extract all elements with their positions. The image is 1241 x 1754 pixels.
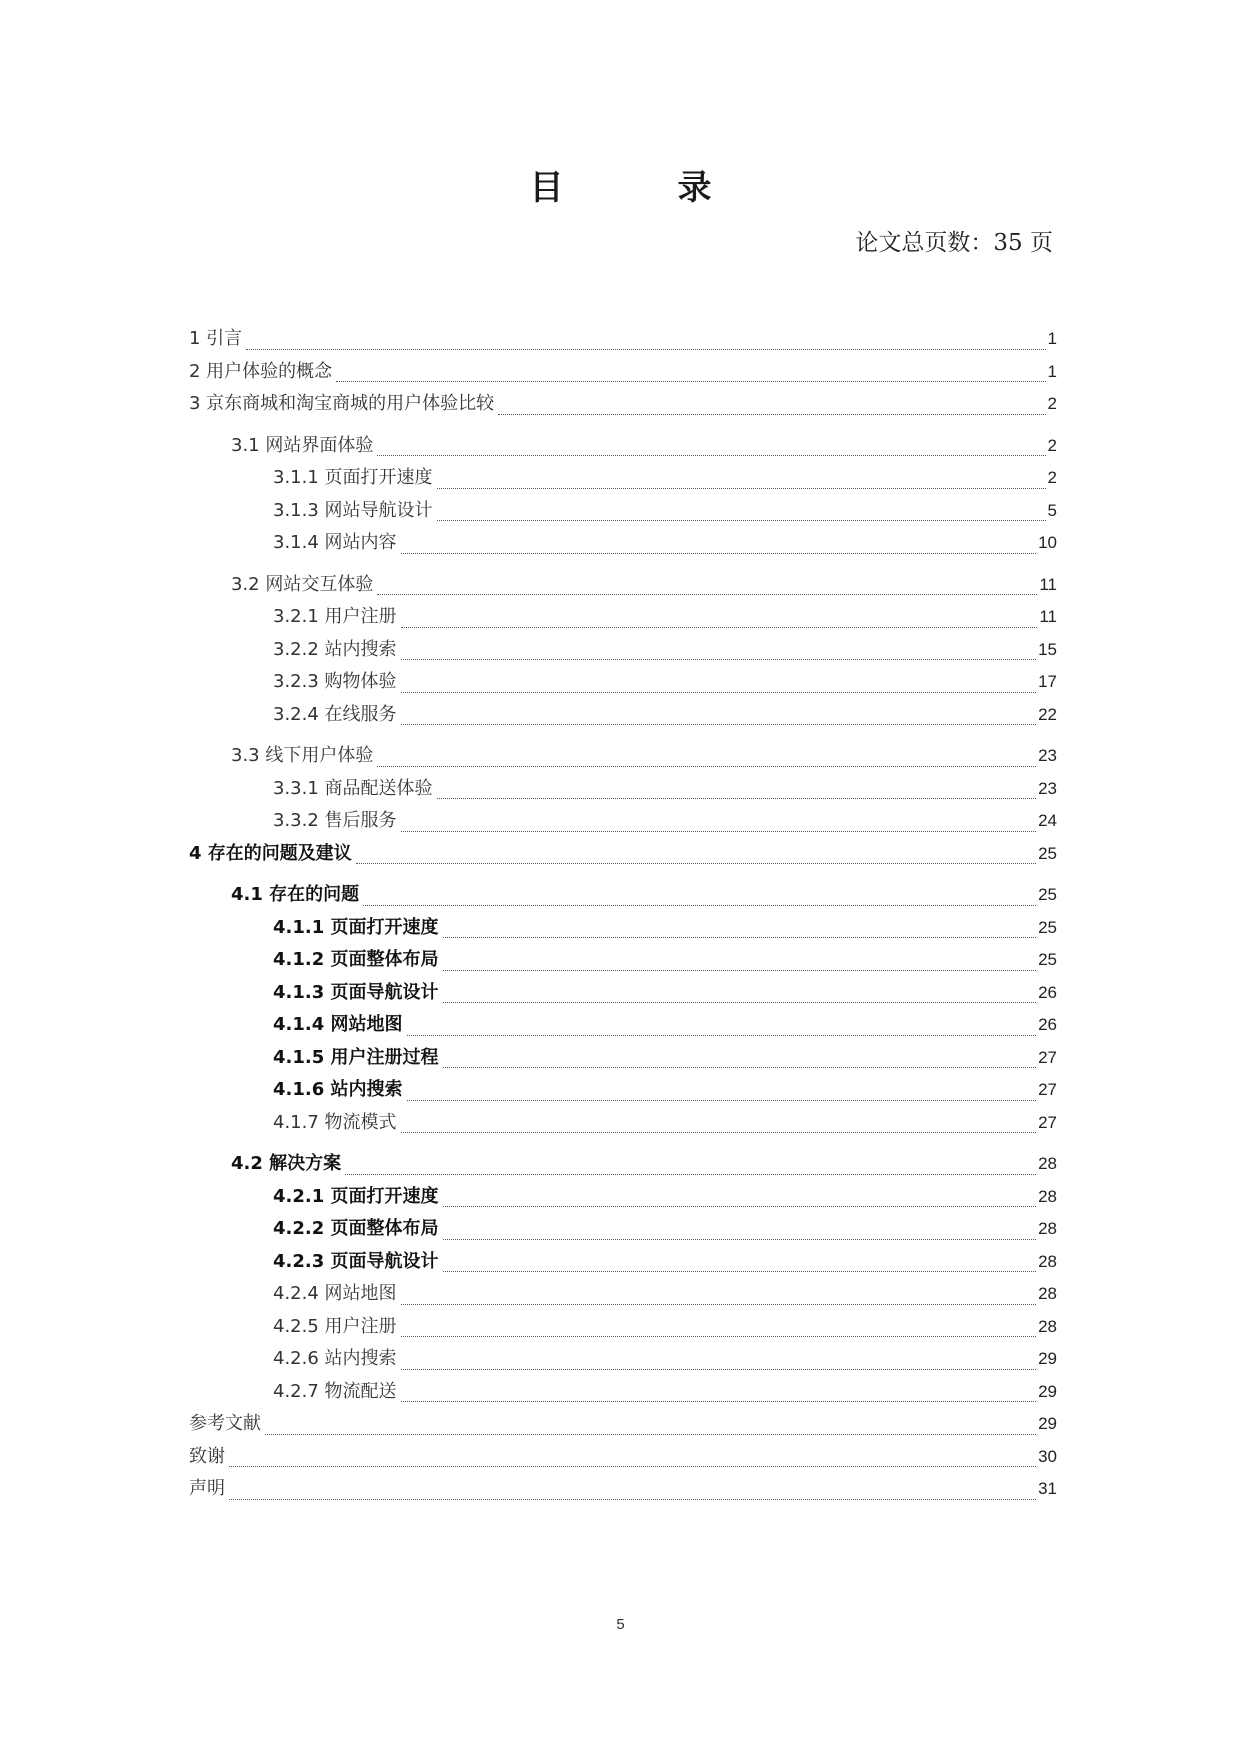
- toc-entry[interactable]: [189, 666, 1057, 699]
- toc-entry[interactable]: [189, 634, 1057, 667]
- toc-entry[interactable]: [189, 1042, 1057, 1075]
- toc-dot-leader: [401, 553, 1037, 554]
- toc-entry-page: 31: [1038, 1479, 1057, 1498]
- toc-entry-label: 3.2.1 用户注册: [273, 606, 397, 627]
- toc-entry[interactable]: [189, 1148, 1057, 1181]
- toc-entry-page: 27: [1038, 1112, 1057, 1132]
- toc-dot-leader: [401, 831, 1037, 832]
- toc-entry-label: 3.3 线下用户体验: [231, 745, 374, 766]
- toc-entry-label: 4 存在的问题及建议: [189, 842, 352, 864]
- toc-entry-page: 28: [1038, 1284, 1057, 1303]
- toc-entry[interactable]: [189, 699, 1057, 732]
- toc-entry-label: 3.1.3 网站导航设计: [273, 499, 433, 521]
- toc-entry-label: 4.1.3 页面导航设计: [273, 981, 439, 1003]
- toc-entry[interactable]: [189, 1009, 1057, 1042]
- toc-entry-page: 2: [1047, 394, 1057, 413]
- toc-entry-page: 1: [1047, 329, 1057, 348]
- toc-dot-leader: [246, 349, 1045, 350]
- toc-entry-page: 28: [1038, 1219, 1057, 1238]
- toc-entry-page: 26: [1038, 1015, 1057, 1034]
- toc-dot-leader: [437, 520, 1046, 521]
- toc-entry-label: 3.2.4 在线服务: [273, 703, 397, 725]
- toc-entry-label: 4.1.6 站内搜索: [273, 1079, 403, 1100]
- toc-entry[interactable]: [189, 1343, 1057, 1376]
- toc-entry-label: 1 引言: [189, 328, 243, 349]
- toc-entry-label: 4.2.7 物流配送: [273, 1380, 397, 1402]
- toc-entry[interactable]: [189, 1246, 1057, 1279]
- toc-dot-leader: [401, 1132, 1037, 1133]
- toc-dot-leader: [363, 905, 1036, 906]
- toc-dot-leader: [377, 455, 1045, 456]
- toc-entry-label: 4.1.7 物流模式: [273, 1111, 397, 1133]
- toc-entry-label: 4.2.6 站内搜索: [273, 1348, 397, 1369]
- page-count-note: 论文总页数：35 页: [855, 230, 1053, 256]
- toc-dot-leader: [443, 970, 1037, 971]
- toc-entry-page: 5: [1047, 500, 1057, 520]
- toc-dot-leader: [401, 724, 1037, 725]
- toc-entry-label: 4.2.3 页面导航设计: [273, 1250, 439, 1272]
- toc-entry[interactable]: [189, 388, 1057, 421]
- toc-dot-leader: [401, 1336, 1037, 1337]
- toc-entry[interactable]: [189, 1473, 1057, 1506]
- toc-dot-leader: [401, 659, 1037, 660]
- toc-entry-page: 25: [1038, 950, 1057, 969]
- toc-dot-leader: [345, 1174, 1036, 1175]
- toc-entry-label: 4.1.5 用户注册过程: [273, 1046, 439, 1068]
- toc-entry-label: 参考文献: [189, 1413, 261, 1434]
- toc-entry-page: 26: [1038, 982, 1057, 1002]
- toc-entry-label: 4.1 存在的问题: [231, 884, 360, 905]
- toc-dot-leader: [401, 692, 1037, 693]
- toc-dot-leader: [443, 937, 1037, 938]
- toc-entry-label: 4.2.1 页面打开速度: [273, 1185, 439, 1207]
- toc-entry-page: 28: [1038, 1154, 1057, 1173]
- toc-dot-leader: [336, 381, 1045, 382]
- toc-dot-leader: [229, 1466, 1036, 1467]
- toc-entry-label: 3.2.3 购物体验: [273, 671, 397, 692]
- toc-dot-leader: [443, 1206, 1037, 1207]
- toc-entry[interactable]: [189, 527, 1057, 560]
- toc-entry-label: 3.1.1 页面打开速度: [273, 467, 433, 488]
- toc-entry[interactable]: [189, 1213, 1057, 1246]
- toc-entry[interactable]: [189, 1074, 1057, 1107]
- toc-dot-leader: [401, 1401, 1037, 1402]
- toc-entry-label: 4.2.5 用户注册: [273, 1315, 397, 1337]
- toc-entry[interactable]: [189, 1181, 1057, 1214]
- toc-entry-label: 3.3.1 商品配送体验: [273, 777, 433, 799]
- toc-entry[interactable]: [189, 323, 1057, 356]
- toc-entry-label: 3.1.4 网站内容: [273, 532, 397, 553]
- toc-entry[interactable]: [189, 462, 1057, 495]
- toc-entry-label: 4.1.4 网站地图: [273, 1014, 403, 1035]
- toc-entry-label: 3.2.2 站内搜索: [273, 638, 397, 660]
- toc-dot-leader: [407, 1100, 1037, 1101]
- toc-entry[interactable]: [189, 1408, 1057, 1441]
- toc-entry[interactable]: [189, 430, 1057, 463]
- toc-entry[interactable]: [189, 740, 1057, 773]
- toc-entry-label: 3.1 网站界面体验: [231, 434, 374, 456]
- toc-dot-leader: [443, 1002, 1037, 1003]
- toc-dot-leader: [437, 798, 1037, 799]
- toc-entry[interactable]: [189, 912, 1057, 945]
- toc-entry-page: 27: [1038, 1047, 1057, 1067]
- toc-entry[interactable]: [189, 601, 1057, 634]
- toc-entry[interactable]: [189, 1311, 1057, 1344]
- toc-entry-page: 29: [1038, 1414, 1057, 1433]
- toc-entry-page: 28: [1038, 1316, 1057, 1336]
- toc-entry[interactable]: [189, 1376, 1057, 1409]
- toc-entry-page: 1: [1047, 361, 1057, 381]
- toc-entry-label: 3.2 网站交互体验: [231, 573, 374, 595]
- toc-entry-page: 2: [1047, 435, 1057, 455]
- toc-dot-leader: [377, 594, 1037, 595]
- toc-entry[interactable]: [189, 1278, 1057, 1311]
- toc-entry-page: 27: [1038, 1080, 1057, 1099]
- toc-entry-page: 11: [1039, 607, 1057, 626]
- toc-entry-label: 3.3.2 售后服务: [273, 810, 397, 831]
- toc-entry-label: 3 京东商城和淘宝商城的用户体验比较: [189, 393, 495, 414]
- toc-entry-page: 23: [1038, 746, 1057, 765]
- toc-entry-page: 17: [1038, 672, 1057, 691]
- toc-entry[interactable]: [189, 773, 1057, 806]
- toc-entry-label: 4.2.4 网站地图: [273, 1283, 397, 1304]
- toc-entry-page: 10: [1038, 533, 1057, 552]
- toc-dot-leader: [437, 488, 1046, 489]
- toc-entry-page: 25: [1038, 885, 1057, 904]
- toc-dot-leader: [407, 1035, 1037, 1036]
- toc-entry[interactable]: [189, 569, 1057, 602]
- toc-entry[interactable]: [189, 879, 1057, 912]
- toc-dot-leader: [265, 1434, 1036, 1435]
- table-of-contents: [189, 323, 1057, 1506]
- toc-entry[interactable]: [189, 805, 1057, 838]
- toc-entry-label: 4.1.2 页面整体布局: [273, 949, 439, 970]
- toc-dot-leader: [443, 1067, 1037, 1068]
- toc-entry-page: 28: [1038, 1251, 1057, 1271]
- toc-entry-label: 4.2.2 页面整体布局: [273, 1218, 439, 1239]
- toc-entry-page: 2: [1047, 468, 1057, 487]
- toc-dot-leader: [401, 627, 1038, 628]
- toc-dot-leader: [443, 1271, 1037, 1272]
- toc-entry-page: 25: [1038, 917, 1057, 937]
- toc-entry[interactable]: [189, 1107, 1057, 1140]
- toc-entry[interactable]: [189, 1441, 1057, 1474]
- toc-entry-page: 22: [1038, 704, 1057, 724]
- toc-dot-leader: [498, 414, 1045, 415]
- page-title: 目 录: [529, 168, 752, 208]
- toc-entry-label: 4.2 解决方案: [231, 1153, 342, 1174]
- toc-entry-label: 声明: [189, 1478, 225, 1499]
- toc-entry-page: 29: [1038, 1349, 1057, 1368]
- toc-entry[interactable]: [189, 356, 1057, 389]
- toc-entry-page: 25: [1038, 843, 1057, 863]
- toc-dot-leader: [356, 863, 1036, 864]
- toc-entry[interactable]: [189, 977, 1057, 1010]
- toc-entry[interactable]: [189, 495, 1057, 528]
- toc-entry-page: 29: [1038, 1381, 1057, 1401]
- toc-dot-leader: [229, 1499, 1036, 1500]
- toc-entry-label: 2 用户体验的概念: [189, 360, 333, 382]
- toc-entry-page: 28: [1038, 1186, 1057, 1206]
- toc-entry[interactable]: [189, 838, 1057, 871]
- toc-entry-label: 4.1.1 页面打开速度: [273, 916, 439, 938]
- toc-dot-leader: [401, 1304, 1037, 1305]
- toc-entry[interactable]: [189, 944, 1057, 977]
- toc-entry-page: 11: [1039, 574, 1057, 594]
- toc-entry-page: 15: [1038, 639, 1057, 659]
- toc-dot-leader: [377, 766, 1036, 767]
- toc-entry-page: 24: [1038, 811, 1057, 830]
- footer-page-number: 5: [616, 1616, 625, 1633]
- toc-entry-label: 致谢: [189, 1445, 225, 1467]
- toc-entry-page: 30: [1038, 1446, 1057, 1466]
- toc-entry-page: 23: [1038, 778, 1057, 798]
- toc-dot-leader: [443, 1239, 1037, 1240]
- toc-dot-leader: [401, 1369, 1037, 1370]
